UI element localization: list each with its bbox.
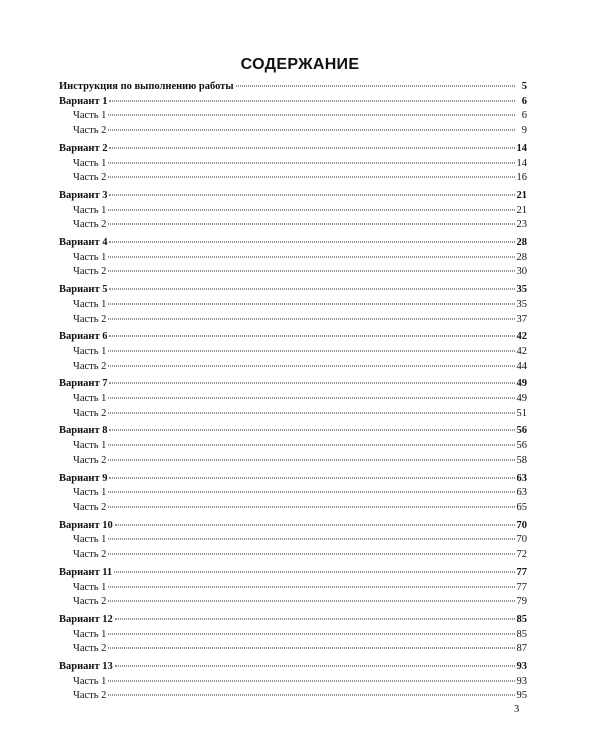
toc-entry-label: Часть 2 (73, 549, 107, 561)
toc-part-entry[interactable] (59, 439, 527, 454)
dot-leader (108, 680, 514, 681)
toc-entry-page: 16 (516, 172, 527, 184)
toc-entry-label: Часть 2 (73, 690, 107, 702)
toc-entry-label: Вариант 9 (59, 472, 108, 484)
toc-part-entry[interactable] (59, 501, 527, 516)
toc-part-entry[interactable] (59, 581, 527, 596)
toc-entry-label: Часть 2 (73, 360, 107, 372)
toc-entry-label: Вариант 12 (59, 613, 113, 625)
toc-part-entry[interactable] (59, 407, 527, 422)
toc-entry-page: 72 (516, 549, 527, 561)
toc-entry-page: 58 (516, 454, 527, 466)
toc-entry-label: Вариант 13 (59, 661, 113, 673)
toc-entry-label: Часть 2 (73, 643, 107, 655)
toc-entry-page: 49 (516, 378, 527, 390)
dot-leader (108, 601, 514, 602)
toc-entry-label: Часть 2 (73, 596, 107, 608)
toc-variant-entry[interactable] (59, 330, 527, 345)
toc-entry-page: 51 (516, 407, 527, 419)
toc-entry-page: 42 (516, 331, 527, 343)
toc-entry-page: 23 (516, 219, 527, 231)
toc-entry-page: 63 (516, 472, 527, 484)
toc-entry-page: 93 (516, 675, 527, 687)
toc-entry-label: Часть 1 (73, 204, 107, 216)
toc-entry-label: Вариант 6 (59, 331, 108, 343)
toc-entry-label: Часть 1 (73, 110, 107, 122)
toc-entry-page: 44 (516, 360, 527, 372)
toc-entry-page: 30 (516, 266, 527, 278)
toc-entry-page: 9 (521, 125, 527, 137)
toc-part-entry[interactable] (59, 265, 527, 280)
toc-part-entry[interactable] (59, 595, 527, 610)
toc-entry-label: Вариант 10 (59, 519, 113, 531)
toc-entry-label: Часть 2 (73, 454, 107, 466)
toc-part-entry[interactable] (59, 628, 527, 643)
toc-entry-label: Вариант 11 (59, 566, 113, 578)
toc-entry-label: Часть 2 (73, 313, 107, 325)
dot-leader (108, 162, 514, 163)
dot-leader (108, 224, 514, 225)
toc-entry-label: Вариант 7 (59, 378, 108, 390)
toc-part-entry[interactable] (59, 454, 527, 469)
toc-part-entry[interactable] (59, 675, 527, 690)
dot-leader (108, 539, 514, 540)
toc-entry-page: 65 (516, 501, 527, 513)
toc-entry-label: Часть 1 (73, 157, 107, 169)
toc-entry-label: Часть 2 (73, 219, 107, 231)
toc-entry-label: Вариант 2 (59, 142, 108, 154)
toc-part-entry[interactable] (59, 345, 527, 360)
dot-leader (114, 571, 514, 572)
toc-variant-entry[interactable] (59, 236, 527, 251)
dot-leader (108, 695, 514, 696)
toc-entry-page: 77 (516, 581, 527, 593)
toc-entry-page: 95 (516, 690, 527, 702)
dot-leader (108, 256, 514, 257)
toc-entry-label: Часть 2 (73, 125, 107, 137)
dot-leader (115, 618, 515, 619)
table-of-contents (59, 80, 527, 704)
toc-entry-page: 56 (516, 440, 527, 452)
toc-entry-page: 70 (516, 534, 527, 546)
toc-entry-label: Часть 2 (73, 501, 107, 513)
toc-part-entry[interactable] (59, 298, 527, 313)
dot-leader (109, 383, 514, 384)
toc-variant-entry[interactable] (59, 660, 527, 675)
toc-instruction-entry[interactable] (59, 80, 527, 95)
toc-entry-label: Часть 1 (73, 393, 107, 405)
toc-entry-page: 6 (521, 95, 527, 107)
toc-entry-page: 28 (516, 251, 527, 263)
dot-leader (115, 524, 515, 525)
dot-leader (115, 666, 515, 667)
dot-leader (109, 242, 514, 243)
toc-entry-page: 56 (516, 425, 527, 437)
toc-entry-page: 87 (516, 643, 527, 655)
dot-leader (108, 271, 514, 272)
dot-leader (108, 177, 514, 178)
toc-variant-entry[interactable] (59, 472, 527, 487)
dot-leader (109, 336, 514, 337)
toc-entry-page: 28 (516, 237, 527, 249)
dot-leader (108, 365, 514, 366)
toc-entry-label: Часть 1 (73, 534, 107, 546)
toc-variant-entry[interactable] (59, 613, 527, 628)
toc-part-entry[interactable] (59, 392, 527, 407)
page-title: СОДЕРЖАНИЕ (240, 56, 360, 73)
dot-leader (108, 115, 515, 116)
toc-entry-label: Часть 2 (73, 407, 107, 419)
toc-entry-label: Часть 1 (73, 251, 107, 263)
toc-part-entry[interactable] (59, 171, 527, 186)
toc-entry-page: 49 (516, 393, 527, 405)
toc-variant-entry[interactable] (59, 189, 527, 204)
toc-variant-entry[interactable] (59, 95, 527, 110)
toc-entry-page: 35 (516, 298, 527, 310)
toc-variant-entry[interactable] (59, 424, 527, 439)
toc-entry-page: 42 (516, 345, 527, 357)
toc-variant-entry[interactable] (59, 566, 527, 581)
toc-entry-page: 21 (516, 189, 527, 201)
toc-variant-entry[interactable] (59, 377, 527, 392)
toc-entry-label: Часть 1 (73, 581, 107, 593)
toc-entry-label: Часть 1 (73, 487, 107, 499)
dot-leader (109, 194, 514, 195)
toc-entry-page: 63 (516, 487, 527, 499)
toc-part-entry[interactable] (59, 533, 527, 548)
toc-entry-label: Вариант 3 (59, 189, 108, 201)
toc-entry-label: Инструкция по выполнению работы (59, 81, 234, 92)
toc-entry-label: Вариант 8 (59, 425, 108, 437)
toc-entry-page: 79 (516, 596, 527, 608)
toc-part-entry[interactable] (59, 157, 527, 172)
dot-leader (108, 445, 514, 446)
dot-leader (108, 633, 514, 634)
dot-leader (109, 430, 514, 431)
toc-entry-label: Часть 1 (73, 440, 107, 452)
toc-entry-page: 37 (516, 313, 527, 325)
dot-leader (108, 398, 514, 399)
dot-leader (108, 648, 514, 649)
toc-part-entry[interactable] (59, 204, 527, 219)
toc-entry-page: 5 (521, 81, 527, 92)
dot-leader (108, 130, 515, 131)
toc-entry-page: 35 (516, 284, 527, 296)
toc-part-entry[interactable] (59, 251, 527, 266)
toc-part-entry[interactable] (59, 360, 527, 375)
toc-entry-label: Часть 1 (73, 628, 107, 640)
toc-part-entry[interactable] (59, 124, 527, 139)
toc-entry-page: 77 (516, 566, 527, 578)
toc-entry-label: Вариант 1 (59, 95, 108, 107)
dot-leader (108, 412, 514, 413)
toc-variant-entry[interactable] (59, 142, 527, 157)
dot-leader (108, 209, 514, 210)
toc-entry-label: Часть 1 (73, 298, 107, 310)
toc-entry-page: 85 (516, 628, 527, 640)
toc-entry-label: Часть 2 (73, 172, 107, 184)
dot-leader (109, 477, 514, 478)
toc-part-entry[interactable] (59, 313, 527, 328)
toc-entry-page: 85 (516, 613, 527, 625)
dot-leader (108, 492, 514, 493)
dot-leader (236, 86, 515, 87)
dot-leader (108, 303, 514, 304)
toc-entry-page: 6 (521, 110, 527, 122)
toc-entry-label: Часть 2 (73, 266, 107, 278)
toc-entry-page: 21 (516, 204, 527, 216)
toc-part-entry[interactable] (59, 486, 527, 501)
toc-part-entry[interactable] (59, 218, 527, 233)
dot-leader (108, 459, 514, 460)
toc-entry-page: 70 (516, 519, 527, 531)
dot-leader (109, 289, 514, 290)
toc-part-entry[interactable] (59, 642, 527, 657)
toc-entry-label: Вариант 4 (59, 237, 108, 249)
page-number: 3 (514, 704, 520, 715)
toc-part-entry[interactable] (59, 109, 527, 124)
toc-variant-entry[interactable] (59, 283, 527, 298)
toc-entry-page: 93 (516, 661, 527, 673)
toc-entry-page: 14 (516, 142, 527, 154)
dot-leader (108, 318, 514, 319)
dot-leader (108, 554, 514, 555)
dot-leader (109, 100, 515, 101)
dot-leader (108, 506, 514, 507)
toc-part-entry[interactable] (59, 689, 527, 704)
toc-part-entry[interactable] (59, 548, 527, 563)
dot-leader (108, 350, 514, 351)
dot-leader (108, 586, 514, 587)
toc-entry-page: 14 (516, 157, 527, 169)
toc-variant-entry[interactable] (59, 519, 527, 534)
toc-entry-label: Вариант 5 (59, 284, 108, 296)
toc-entry-label: Часть 1 (73, 675, 107, 687)
toc-entry-label: Часть 1 (73, 345, 107, 357)
dot-leader (109, 147, 514, 148)
